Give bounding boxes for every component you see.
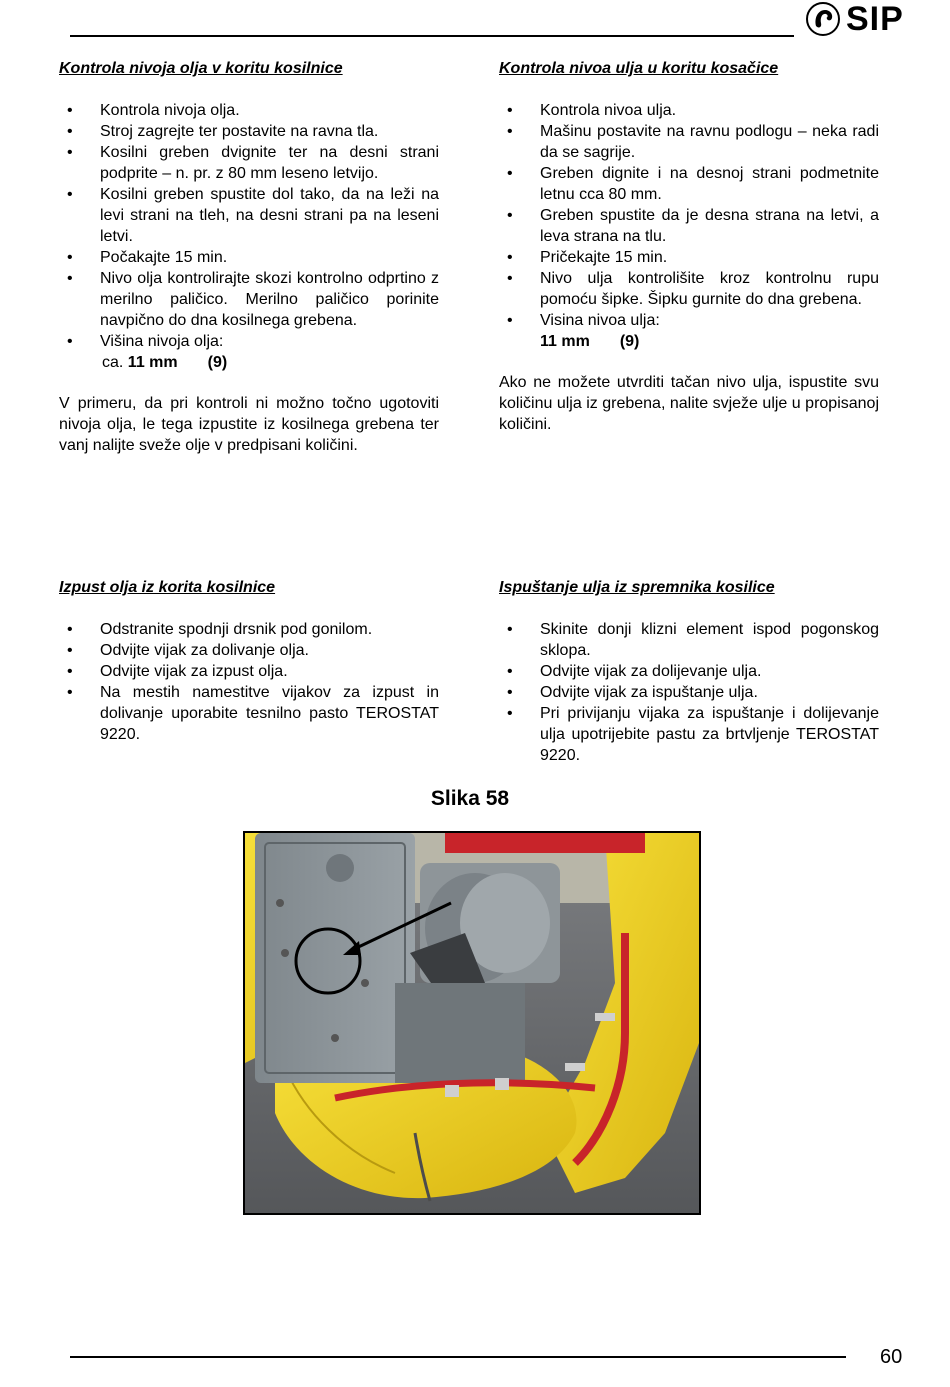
mower-photo (243, 831, 701, 1215)
list-item: • Kontrola nivoa ulja. (499, 100, 879, 121)
oil-level-line (59, 352, 439, 373)
paragraph: V primeru, da pri kontroli ni možno točno ugotoviti nivoja olja, le tega izpustite iz kosilnega grebena ter vanj nalijte sveže olje v predpisani količini. (59, 395, 439, 454)
list-item: • Odvijte vijak za dolivanje olja. (59, 640, 439, 661)
list-item: • Kosilni greben spustite dol tako, da na leži na levi strani na tleh, na desni strani pa na leseni letvi. (59, 184, 439, 247)
clamp (445, 1085, 459, 1097)
section-heading: Ispuštanje ulja iz spremnika kosilice (499, 579, 775, 596)
list-item: • Kontrola nivoja olja. (59, 100, 439, 121)
list-item: • Greben dignite i na desnoj strani podmetnite letnu cca 80 mm. (499, 163, 879, 205)
list-item: • Greben spustite da je desna strana na letvi, a leva strana na tlu. (499, 205, 879, 247)
level-ref: (9) (619, 333, 640, 350)
oil-drain-croatian (499, 577, 879, 766)
list-item: • Na mestih namestitve vijakov za izpust in dolivanje uporabite tesnilno pasto TEROSTAT 9220. (59, 682, 439, 745)
list-item: • Visina nivoa ulja: (499, 310, 879, 331)
bullet-list (59, 100, 439, 352)
paragraph: Ako ne možete utvrditi tačan nivo ulja, ispustite svu količinu ulja iz grebena, nalite svježe ulje u propisanoj količini. (499, 374, 879, 433)
level-prefix: ca. (102, 354, 128, 371)
page-number: 60 (880, 1346, 903, 1368)
section-heading: Izpust olja iz korita kosilnice (59, 579, 276, 596)
bullet-list (499, 619, 879, 766)
list-item: • Mašinu postavite na ravnu podlogu – neka radi da se sagrije. (499, 121, 879, 163)
list-item: • Odvijte vijak za ispuštanje ulja. (499, 682, 879, 703)
clamp (595, 1013, 615, 1021)
header-rule (70, 35, 794, 37)
list-item: • Pri privijanju vijaka za ispuštanje i dolijevanje ulja upotrijebite pastu za brtvljenje TEROSTAT 9220. (499, 703, 879, 766)
figure-caption: Slika 58 (430, 787, 510, 810)
logo-text: SIP (846, 0, 904, 38)
list-item: • Kosilni greben dvignite ter na desni strani podprite – n. pr. z 80 mm leseno letvijo. (59, 142, 439, 184)
oil-level-line (499, 331, 879, 352)
list-item: • Počakajte 15 min. (59, 247, 439, 268)
list-item: • Višina nivoja olja: (59, 331, 439, 352)
list-item: • Nivo olja kontrolirajte skozi kontrolno odprtino z merilno paličico. Merilno paličico porinite navpično do dna kosilnega grebena. (59, 268, 439, 331)
list-item: • Stroj zagrejte ter postavite na ravna tla. (59, 121, 439, 142)
list-item: • Odvijte vijak za izpust olja. (59, 661, 439, 682)
sip-logo (806, 2, 918, 40)
bullet-list (59, 619, 439, 745)
oil-check-croatian (499, 58, 879, 435)
sip-logo-icon (806, 2, 840, 36)
clamp (495, 1078, 509, 1090)
level-value: 11 mm (540, 333, 590, 350)
footer-rule (70, 1356, 846, 1358)
list-item: • Skinite donji klizni element ispod pogonskog sklopa. (499, 619, 879, 661)
list-item: • Pričekajte 15 min. (499, 247, 879, 268)
list-item: • Nivo ulja kontrolišite kroz kontrolnu rupu pomoću šipke. Šipku gurnite do dna grebena. (499, 268, 879, 310)
level-ref: (9) (207, 354, 228, 371)
section-heading: Kontrola nivoa ulja u koritu kosačice (499, 60, 779, 77)
bullet-list (499, 100, 879, 331)
list-item: • Odvijte vijak za dolijevanje ulja. (499, 661, 879, 682)
level-value: 11 mm (127, 354, 178, 371)
oil-drain-slovenian (59, 577, 439, 745)
clamp (565, 1063, 585, 1071)
oil-check-slovenian (59, 58, 439, 456)
section-heading: Kontrola nivoja olja v koritu kosilnice (59, 60, 343, 77)
list-item: • Odstranite spodnji drsnik pod gonilom. (59, 619, 439, 640)
